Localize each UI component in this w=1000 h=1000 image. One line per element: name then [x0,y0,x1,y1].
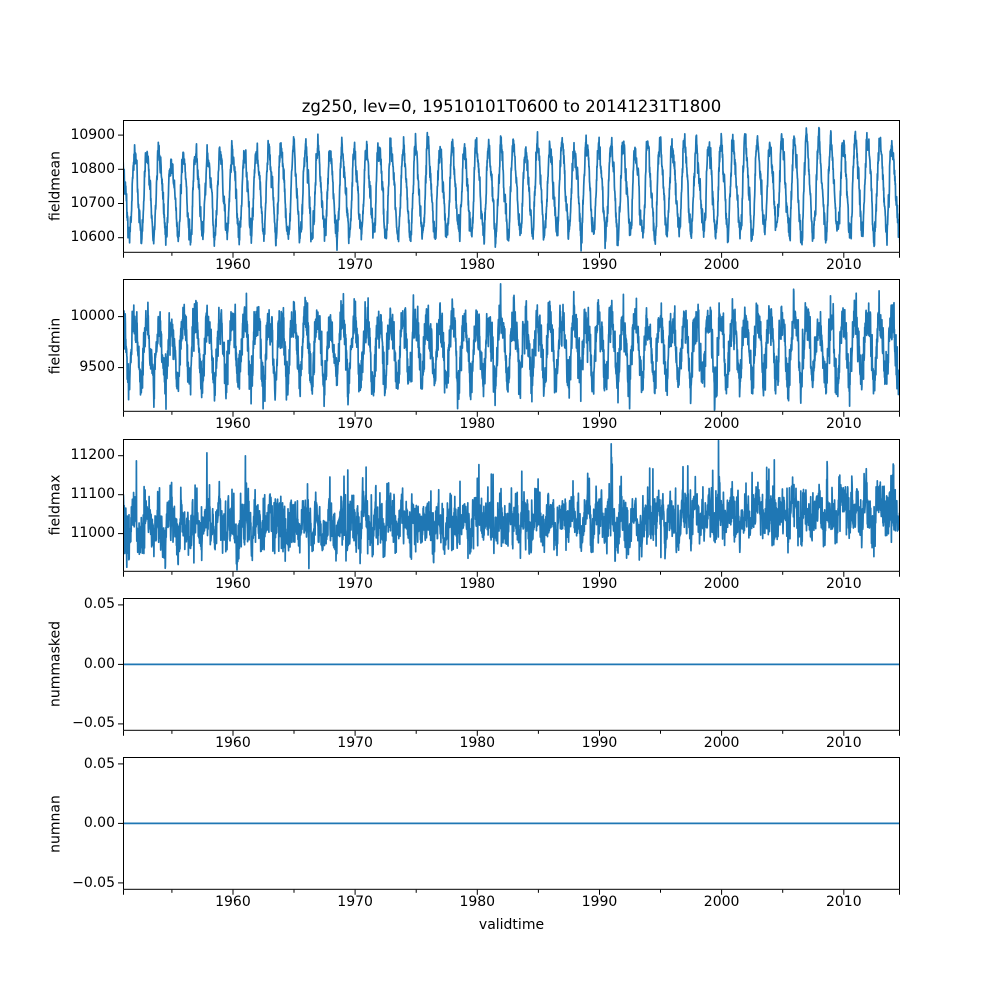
x-tick-label: 1990 [581,575,618,592]
y-axis-label-fieldmean: fieldmean [47,151,64,222]
x-tick-label: 1960 [215,575,251,592]
y-tick-label: 10900 [70,126,115,143]
y-tick-label: 0.05 [83,755,115,772]
x-axis-label: validtime [478,917,545,933]
y-tick-label: 10700 [70,195,115,211]
x-tick-label: 1970 [337,894,373,911]
subplot-canvas-fieldmean [123,120,900,253]
x-tick-label: 1970 [337,575,373,592]
y-tick-label: 0.05 [83,596,115,613]
y-tick-label: 11100 [70,485,115,502]
subplot-canvas-nummasked [123,598,900,731]
x-tick-label: 1960 [215,416,251,433]
subplot-canvas-fieldmax [123,439,900,572]
y-tick-label: 11000 [70,524,115,541]
x-tick-label: 2010 [825,575,862,592]
subplot-canvas-fieldmin [123,279,900,412]
x-tick-label: 2010 [825,256,862,273]
x-tick-label: 1960 [215,734,251,751]
y-tick-label: 0.00 [83,815,115,832]
x-tick-label: 1970 [337,256,373,273]
y-tick-label: −0.05 [72,874,115,891]
subplot-canvas-numnan [123,757,900,890]
y-axis-label-nummasked: nummasked [47,621,64,708]
y-tick-label: −0.05 [72,715,115,732]
x-tick-label: 2010 [825,894,862,911]
x-tick-label: 2010 [825,416,862,433]
y-tick-label: 10000 [70,308,115,325]
y-tick-label: 10600 [70,229,115,246]
x-tick-label: 2000 [703,894,740,911]
subplot-nummasked [123,598,900,731]
x-tick-label: 1960 [215,256,251,273]
y-tick-label: 9500 [79,359,115,376]
x-tick-label: 2010 [825,734,862,751]
subplot-numnan [123,757,900,890]
x-tick-label: 1970 [337,734,373,751]
y-axis-label-fieldmin: fieldmin [47,317,64,375]
x-tick-label: 2000 [703,734,740,751]
chart-title: zg250, lev=0, 19510101T0600 to 20141231T1800 [301,97,722,116]
x-tick-label: 1980 [459,416,496,433]
series-line-fieldmax [123,440,900,569]
x-tick-label: 1990 [581,734,618,751]
y-axis-label-numnan: numnan [47,794,64,853]
x-tick-label: 1990 [581,416,618,433]
x-tick-label: 1980 [459,734,496,751]
y-tick-label: 11200 [70,446,115,463]
x-tick-label: 2000 [703,575,740,592]
x-tick-label: 2000 [703,256,740,273]
series-line-fieldmin [123,284,900,410]
y-axis-label-fieldmax: fieldmax [47,474,64,536]
series-line-fieldmean [123,128,900,251]
x-tick-label: 1980 [459,575,496,592]
x-tick-label: 2000 [703,416,740,433]
subplot-fieldmin [123,279,900,412]
y-tick-label: 10800 [70,160,115,177]
y-tick-label: 0.00 [83,655,115,672]
x-tick-label: 1980 [459,894,496,911]
x-tick-label: 1960 [215,894,251,911]
x-tick-label: 1980 [459,256,496,273]
x-tick-label: 1990 [581,256,618,273]
subplot-fieldmean [123,120,900,253]
subplot-fieldmax [123,439,900,572]
x-tick-label: 1990 [581,894,618,911]
x-tick-label: 1970 [337,416,373,433]
